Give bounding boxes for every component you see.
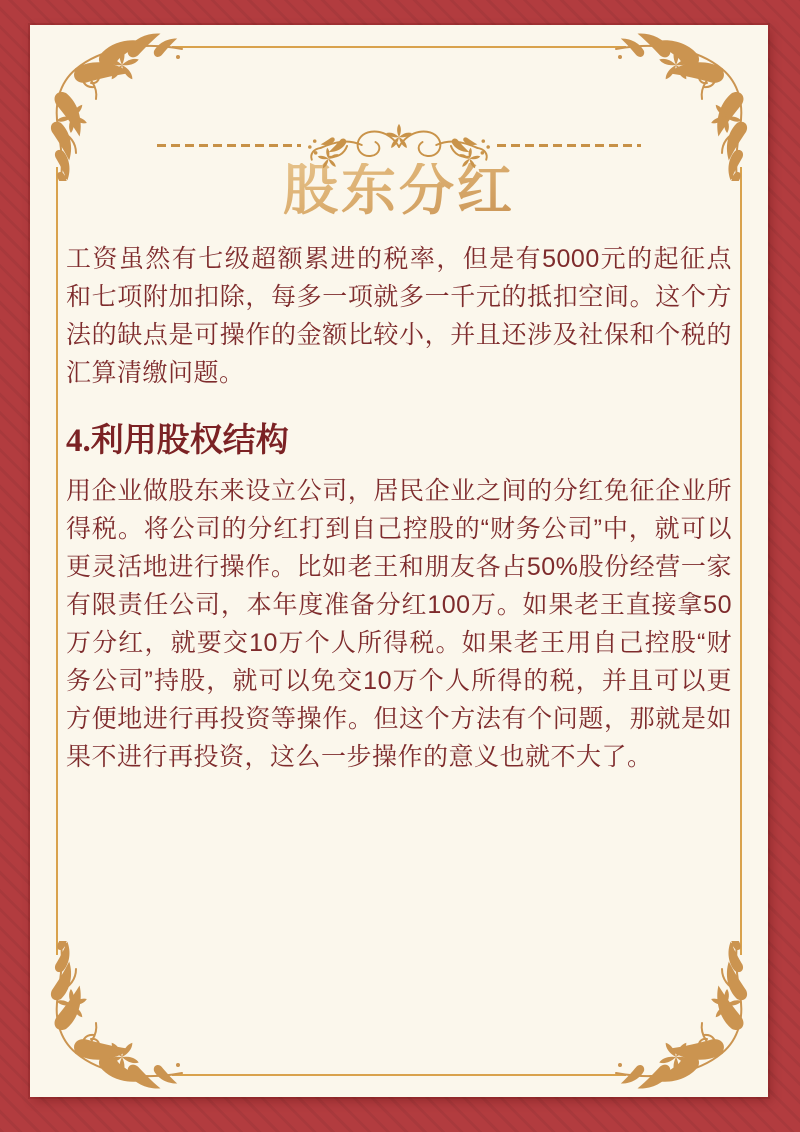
frame-line-top: [172, 46, 626, 48]
corner-flourish-bottom-right-icon: [612, 941, 762, 1091]
corner-flourish-top-left-icon: [36, 31, 186, 181]
frame-line-right: [740, 167, 742, 955]
page-title: 股东分红: [30, 163, 768, 219]
frame-line-left: [56, 167, 58, 955]
corner-flourish-top-right-icon: [612, 31, 762, 181]
section-body-paragraph: 用企业做股东来设立公司，居民企业之间的分红免征企业所得税。将公司的分红打到自己控股的“财务公司”中，就可以更灵活地进行操作。比如老王和朋友各占50%股份经营一家有限责任公司，本年度准备分红100万。如果老王直接拿50万分红，就要交10万个人所得税。如果老王用自己控股“财务公司”持股，就可以免交10万个人所得的税，并且可以更方便地进行再投资等操作。但这个方法有个问题，那就是如果不进行再投资，这么一步操作的意义也就不大了。: [66, 477, 732, 771]
content-panel: [30, 25, 768, 1097]
corner-flourish-bottom-left-icon: [36, 941, 186, 1091]
frame-line-bottom: [172, 1074, 626, 1076]
intro-paragraph: 工资虽然有七级超额累进的税率，但是有5000元的起征点和七项附加扣除，每多一项就多一千元的抵扣空间。这个方法的缺点是可操作的金额比较小，并且还涉及社保和个税的汇算清缴问题。: [66, 245, 732, 387]
section-heading: 4.利用股权结构: [66, 423, 289, 459]
